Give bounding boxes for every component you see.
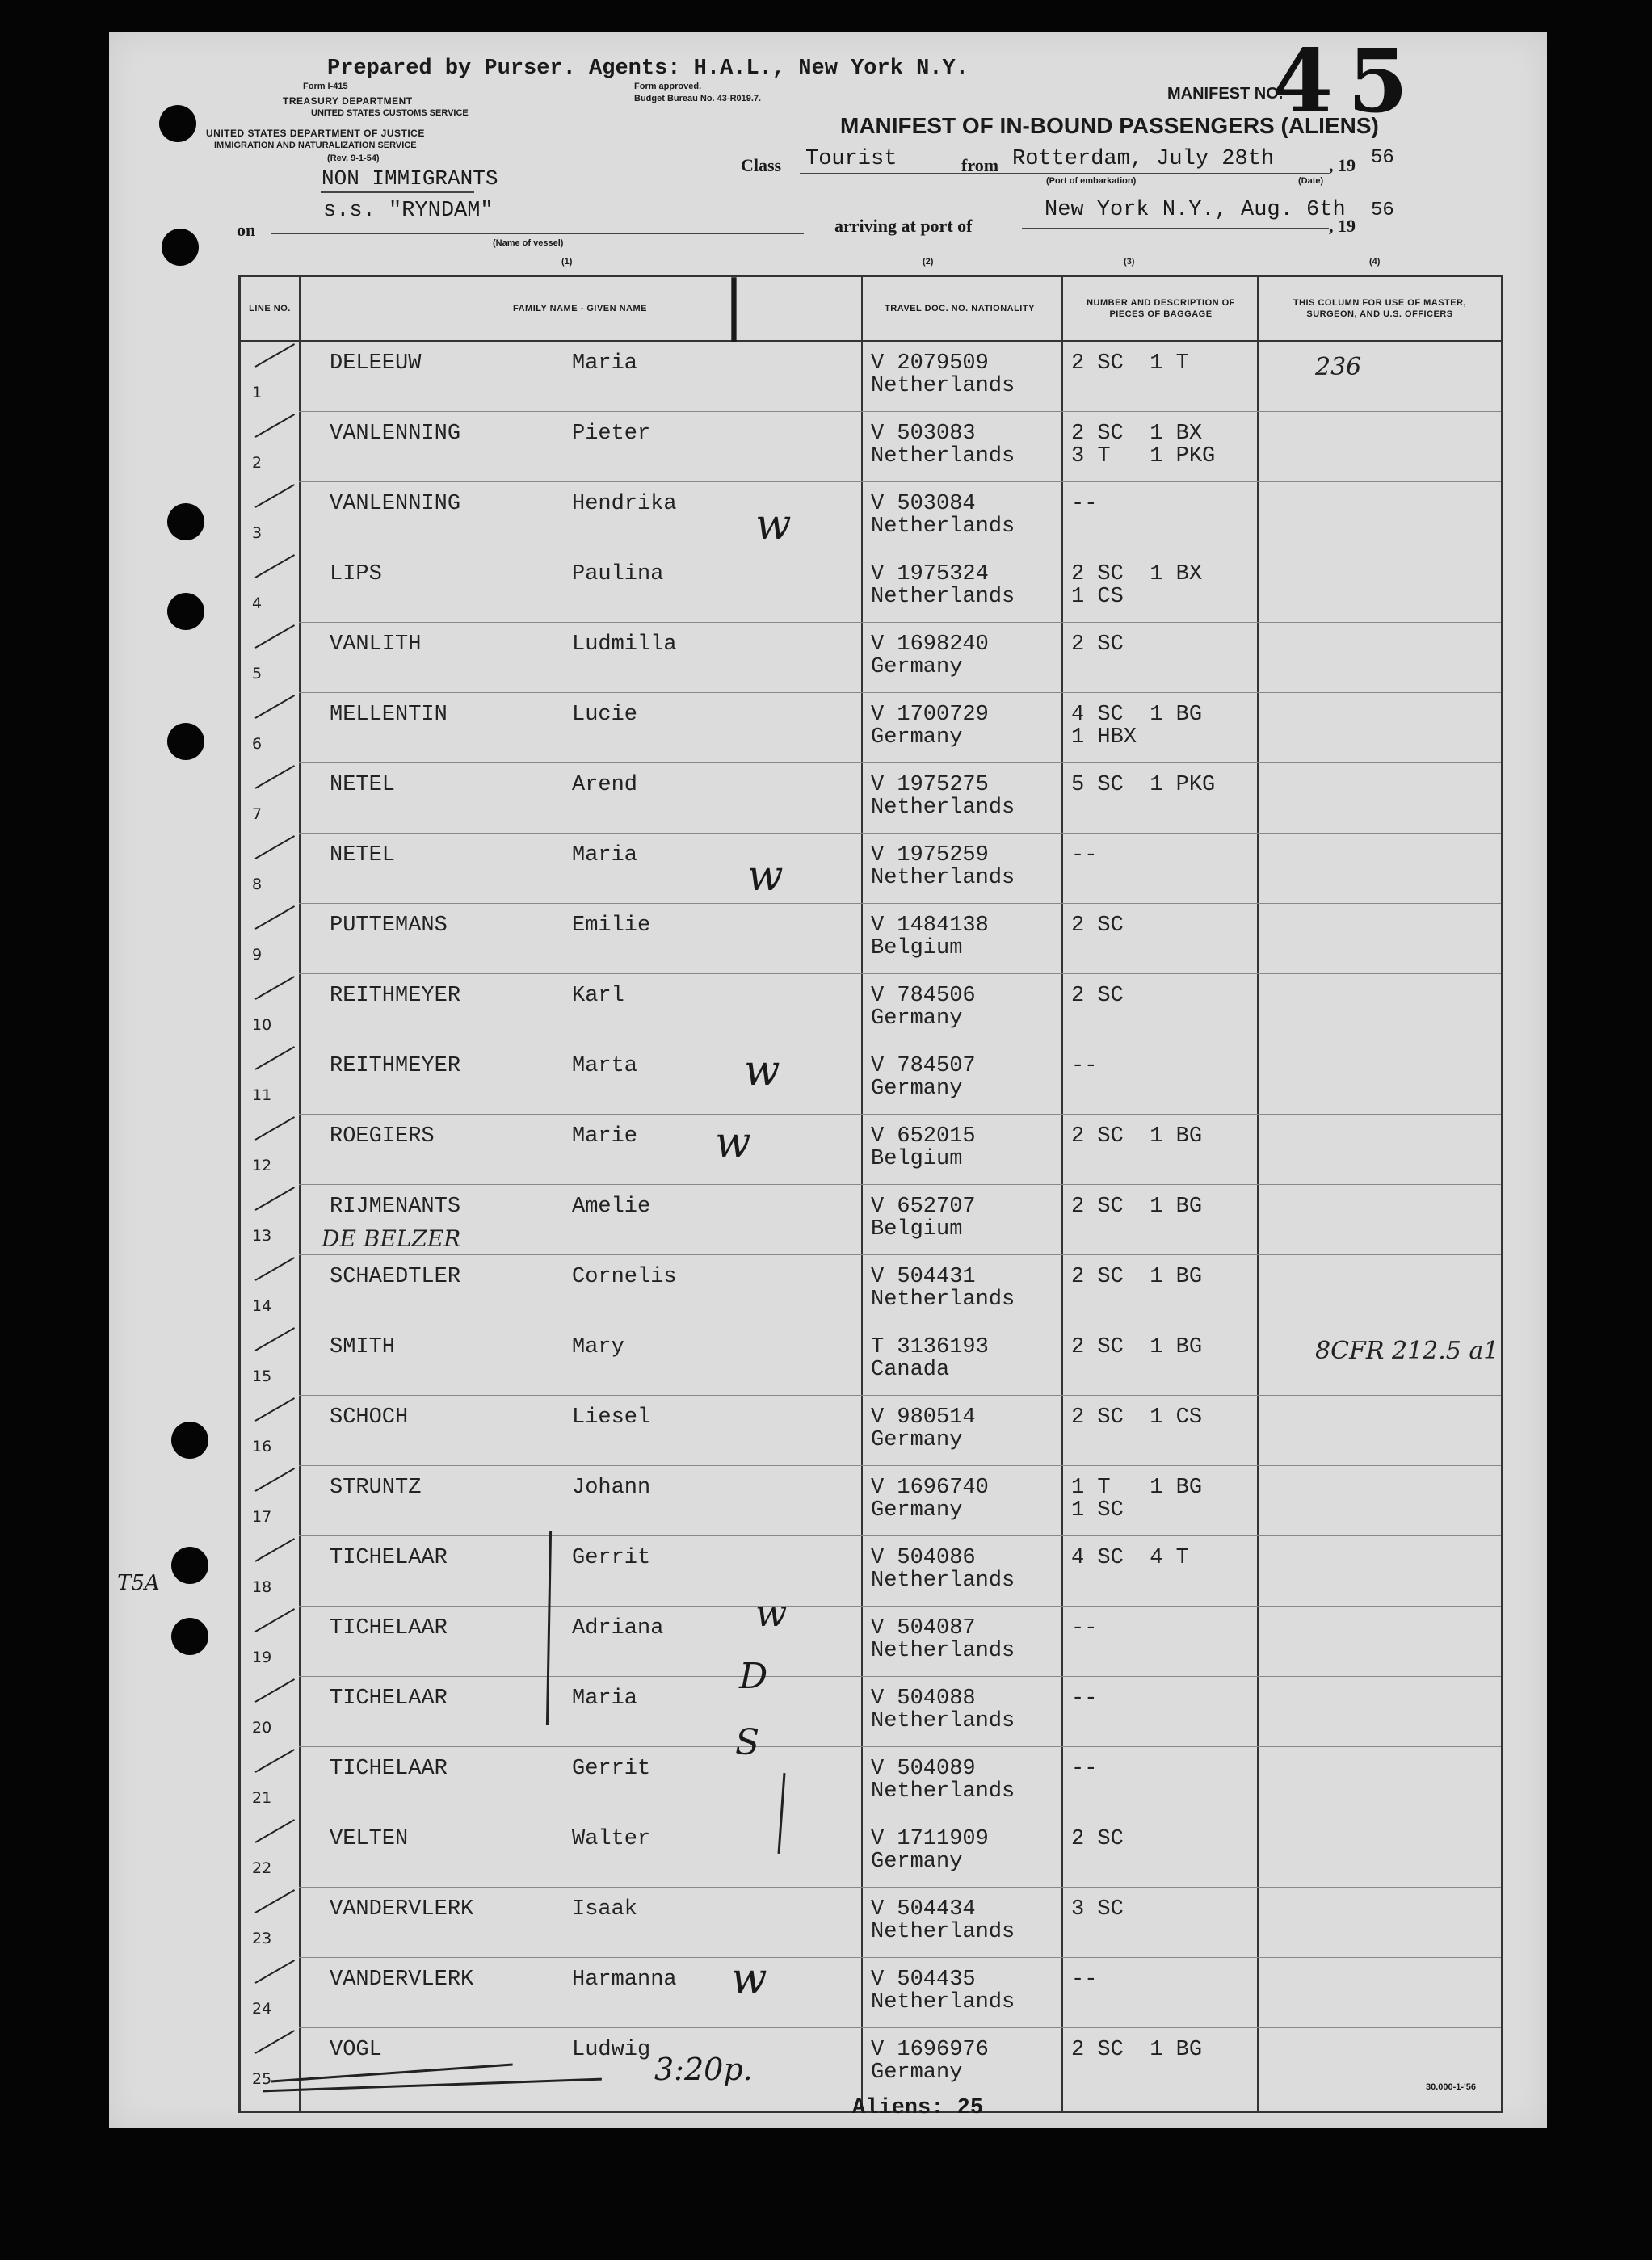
table-row	[241, 412, 1501, 482]
travel-doc-number: V 504086	[871, 1546, 976, 1570]
manifest-sheet	[109, 32, 1547, 2128]
vessel-caption: (Name of vessel)	[493, 238, 564, 248]
travel-doc-number: T 3136193	[871, 1335, 989, 1359]
form-number: Form I-415	[303, 82, 348, 91]
table-row	[241, 1396, 1501, 1466]
nationality: Germany	[871, 1850, 963, 1874]
justice-department: UNITED STATES DEPARTMENT OF JUSTICE	[206, 128, 425, 139]
ins: IMMIGRATION AND NATURALIZATION SERVICE	[214, 141, 417, 150]
line-number: 20	[252, 1719, 272, 1737]
family-name: TICHELAAR	[330, 1616, 448, 1640]
given-name: Maria	[572, 843, 638, 867]
table-row	[241, 1607, 1501, 1677]
header-name: FAMILY NAME - GIVEN NAME	[512, 304, 648, 313]
baggage-line-1: 5 SC 1 PKG	[1071, 773, 1216, 797]
s-mark: S	[735, 1722, 760, 1763]
vessel-name: s.s. "RYNDAM"	[323, 199, 494, 223]
line-number: 7	[252, 805, 263, 823]
baggage-line-2: 1 HBX	[1071, 725, 1137, 750]
table-row	[241, 1115, 1501, 1185]
family-name: VANDERVLERK	[330, 1968, 474, 1992]
w-mark-1: w	[755, 501, 792, 549]
aliens-count: Aliens: 25	[852, 2096, 984, 2120]
given-name: Karl	[572, 984, 624, 1008]
line-number: 11	[252, 1086, 272, 1104]
binder-hole	[167, 593, 204, 630]
baggage-line-2: 1 SC	[1071, 1498, 1124, 1523]
baggage-line-1: 1 T 1 BG	[1071, 1476, 1203, 1500]
line-number: 9	[252, 946, 263, 964]
baggage-line-1: --	[1071, 492, 1098, 516]
table-row	[241, 1325, 1501, 1396]
baggage-line-1: 2 SC 1 BG	[1071, 2038, 1203, 2062]
nationality: Germany	[871, 1428, 963, 1452]
baggage-line-1: 2 SC 1 BG	[1071, 1195, 1203, 1219]
budget-bureau: Budget Bureau No. 43-R019.7.	[634, 94, 762, 103]
given-name: Amelie	[572, 1195, 651, 1219]
nationality: Belgium	[871, 1147, 963, 1171]
col-number-1: (1)	[561, 257, 573, 267]
travel-doc-number: V 1484138	[871, 914, 989, 938]
year-prefix-2: , 19	[1329, 216, 1356, 236]
passenger-table	[238, 275, 1503, 2113]
given-name: Mary	[572, 1335, 624, 1359]
nationality: Netherlands	[871, 1990, 1015, 2014]
col-number-3: (3)	[1124, 257, 1135, 267]
nationality: Netherlands	[871, 1639, 1015, 1663]
port-embark-caption: (Port of embarkation)	[1046, 176, 1137, 186]
table-row	[241, 974, 1501, 1044]
baggage-line-1: 4 SC 1 BG	[1071, 703, 1203, 727]
baggage-line-1: 2 SC 1 BX	[1071, 422, 1203, 446]
travel-doc-number: V 784507	[871, 1054, 976, 1078]
w-mark-2: w	[747, 852, 784, 901]
class-label: Class	[741, 155, 782, 175]
line-number: 14	[252, 1297, 272, 1315]
w-mark-6: w	[731, 1955, 767, 2003]
table-row	[241, 482, 1501, 552]
on-label: on	[237, 220, 256, 240]
table-row	[241, 834, 1501, 904]
table-row	[241, 623, 1501, 693]
line-number: 5	[252, 665, 263, 683]
nationality: Netherlands	[871, 1779, 1015, 1804]
line-number: 6	[252, 735, 263, 753]
nationality: Netherlands	[871, 866, 1015, 890]
nationality: Germany	[871, 1498, 963, 1523]
year-1: 56	[1371, 147, 1394, 169]
baggage-line-1: --	[1071, 1054, 1098, 1078]
baggage-line-2: 3 T 1 PKG	[1071, 444, 1216, 468]
line-number: 8	[252, 876, 263, 893]
from-label: from	[961, 155, 999, 175]
nationality: Germany	[871, 1077, 963, 1101]
line-number: 1	[252, 384, 263, 401]
table-row	[241, 1044, 1501, 1115]
name-correction: DE BELZER	[322, 1225, 461, 1252]
travel-doc-number: V 504089	[871, 1757, 976, 1781]
table-row	[241, 1888, 1501, 1958]
baggage-line-1: 2 SC 1 BG	[1071, 1335, 1203, 1359]
baggage-line-1: --	[1071, 1968, 1098, 1992]
travel-doc-number: V 504435	[871, 1968, 976, 1992]
nationality: Germany	[871, 2060, 963, 2085]
family-name: VANLENNING	[330, 422, 461, 446]
header-travel-doc: TRAVEL DOC. NO. NATIONALITY	[885, 304, 1035, 313]
family-name: TICHELAAR	[330, 1687, 448, 1711]
family-name: RIJMENANTS	[330, 1195, 461, 1219]
family-name: SCHAEDTLER	[330, 1265, 461, 1289]
travel-doc-number: V 504088	[871, 1687, 976, 1711]
given-name: Isaak	[572, 1897, 638, 1922]
binder-hole	[159, 105, 196, 142]
nationality: Netherlands	[871, 585, 1015, 609]
w-mark-4: w	[715, 1119, 751, 1167]
given-name: Johann	[572, 1476, 651, 1500]
given-name: Lucie	[572, 703, 638, 727]
given-name: Adriana	[572, 1616, 664, 1640]
family-name: SMITH	[330, 1335, 396, 1359]
travel-doc-number: V 504087	[871, 1616, 976, 1640]
binder-hole	[171, 1618, 208, 1655]
baggage-line-1: --	[1071, 1687, 1098, 1711]
table-row	[241, 1817, 1501, 1888]
family-name: DELEEUW	[330, 351, 422, 376]
table-row	[241, 904, 1501, 974]
w-mark-3: w	[744, 1047, 780, 1095]
travel-doc-number: V 1698240	[871, 632, 989, 657]
table-row	[241, 693, 1501, 763]
given-name: Gerrit	[572, 1546, 651, 1570]
nationality: Canada	[871, 1358, 950, 1382]
table-row	[241, 2028, 1501, 2098]
binder-hole	[171, 1422, 208, 1459]
travel-doc-number: V 1975259	[871, 843, 989, 867]
family-name: VELTEN	[330, 1827, 409, 1851]
line-number: 12	[252, 1157, 272, 1174]
nationality: Netherlands	[871, 1709, 1015, 1733]
baggage-line-1: 2 SC	[1071, 984, 1124, 1008]
given-name: Ludmilla	[572, 632, 677, 657]
baggage-line-1: 2 SC 1 BG	[1071, 1265, 1203, 1289]
baggage-line-1: 3 SC	[1071, 1897, 1124, 1922]
given-name: Liesel	[572, 1405, 651, 1430]
baggage-line-1: 2 SC	[1071, 632, 1124, 657]
line-number: 4	[252, 594, 263, 612]
header-baggage: NUMBER AND DESCRIPTION OF PIECES OF BAGGAGE	[1087, 298, 1235, 319]
nationality: Netherlands	[871, 796, 1015, 820]
line-number: 18	[252, 1578, 272, 1596]
binder-hole	[167, 723, 204, 760]
travel-doc-number: V 1975275	[871, 773, 989, 797]
manifest-title: MANIFEST OF IN-BOUND PASSENGERS (ALIENS)	[840, 113, 1379, 138]
given-name: Maria	[572, 351, 638, 376]
non-immigrants: NON IMMIGRANTS	[322, 166, 498, 191]
year-2: 56	[1371, 200, 1394, 221]
line-number: 3	[252, 524, 263, 542]
given-name: Maria	[572, 1687, 638, 1711]
travel-doc-number: V 652707	[871, 1195, 976, 1219]
travel-doc-number: V 1696740	[871, 1476, 989, 1500]
baggage-line-1: 2 SC 1 CS	[1071, 1405, 1203, 1430]
travel-doc-number: V 503084	[871, 492, 976, 516]
nationality: Netherlands	[871, 1569, 1015, 1593]
family-name: SCHOCH	[330, 1405, 409, 1430]
table-row	[241, 763, 1501, 834]
baggage-line-1: 2 SC 1 T	[1071, 351, 1189, 376]
table-row	[241, 1536, 1501, 1607]
header-officers: THIS COLUMN FOR USE OF MASTER, SURGEON, AND U.S. OFFICERS	[1293, 298, 1467, 319]
table-row	[241, 1185, 1501, 1255]
line-number: 16	[252, 1438, 272, 1456]
baggage-line-1: 4 SC 4 T	[1071, 1546, 1189, 1570]
line-number: 19	[252, 1649, 272, 1666]
travel-doc-number: V 504431	[871, 1265, 976, 1289]
table-row	[241, 1255, 1501, 1325]
given-name: Marie	[572, 1124, 638, 1149]
family-name: ROEGIERS	[330, 1124, 435, 1149]
from-value: Rotterdam, July 28th	[1012, 147, 1275, 171]
family-name: LIPS	[330, 562, 382, 586]
nationality: Germany	[871, 725, 963, 750]
family-name: STRUNTZ	[330, 1476, 422, 1500]
officer-note: 8CFR 212.5 a1	[1315, 1337, 1499, 1365]
family-name: VANDERVLERK	[330, 1897, 474, 1922]
nationality: Netherlands	[871, 1288, 1015, 1312]
col-number-2: (2)	[923, 257, 934, 267]
line-number: 15	[252, 1367, 272, 1385]
line-number: 22	[252, 1859, 272, 1877]
given-name: Marta	[572, 1054, 638, 1078]
nationality: Belgium	[871, 1217, 963, 1241]
treasury-department: TREASURY DEPARTMENT	[283, 95, 413, 107]
baggage-line-1: --	[1071, 1616, 1098, 1640]
manifest-no-label: MANIFEST NO.	[1167, 85, 1284, 103]
nationality: Netherlands	[871, 1920, 1015, 1944]
binder-hole	[171, 1547, 208, 1584]
travel-doc-number: V 980514	[871, 1405, 976, 1430]
baggage-line-1: --	[1071, 1757, 1098, 1781]
given-name: Walter	[572, 1827, 651, 1851]
family-name: TICHELAAR	[330, 1757, 448, 1781]
nationality: Germany	[871, 1006, 963, 1031]
line-number: 10	[252, 1016, 272, 1034]
line-number: 13	[252, 1227, 272, 1245]
customs-service: UNITED STATES CUSTOMS SERVICE	[311, 108, 469, 118]
col-number-4: (4)	[1369, 257, 1381, 267]
family-name: VANLENNING	[330, 492, 461, 516]
nationality: Netherlands	[871, 374, 1015, 398]
travel-doc-number: V 652015	[871, 1124, 976, 1149]
arrival-value: New York N.Y., Aug. 6th	[1045, 198, 1346, 222]
given-name: Emilie	[572, 914, 651, 938]
family-name: REITHMEYER	[330, 984, 461, 1008]
given-name: Hendrika	[572, 492, 677, 516]
nationality: Belgium	[871, 936, 963, 960]
header-line-no: LINE NO.	[249, 304, 291, 313]
nationality: Netherlands	[871, 515, 1015, 539]
time-mark: 3:20p.	[654, 2052, 753, 2087]
line-number: 17	[252, 1508, 272, 1526]
year-prefix-1: , 19	[1329, 155, 1356, 175]
line-number: 24	[252, 2000, 272, 2018]
travel-doc-number: V 784506	[871, 984, 976, 1008]
d-mark: D	[739, 1656, 768, 1697]
arriving-label: arriving at port of	[834, 216, 973, 236]
officer-note: 236	[1315, 353, 1362, 381]
family-name: MELLENTIN	[330, 703, 448, 727]
nationality: Netherlands	[871, 444, 1015, 468]
family-name: NETEL	[330, 773, 396, 797]
family-name: TICHELAAR	[330, 1546, 448, 1570]
binder-hole	[162, 229, 199, 266]
given-name: Gerrit	[572, 1757, 651, 1781]
line-number: 23	[252, 1930, 272, 1947]
table-row	[241, 552, 1501, 623]
given-name: Arend	[572, 773, 638, 797]
travel-doc-number: V 1700729	[871, 703, 989, 727]
travel-doc-number: V 1975324	[871, 562, 989, 586]
travel-doc-number: V 504434	[871, 1897, 976, 1922]
given-name: Paulina	[572, 562, 664, 586]
table-row	[241, 1958, 1501, 2028]
manifest-number: 45	[1272, 31, 1423, 132]
side-mark: T5A	[117, 1571, 160, 1595]
table-row	[241, 1677, 1501, 1747]
family-name: NETEL	[330, 843, 396, 867]
form-approved: Form approved.	[634, 82, 702, 91]
given-name: Ludwig	[572, 2038, 651, 2062]
baggage-line-1: 2 SC 1 BX	[1071, 562, 1203, 586]
line-number: 2	[252, 454, 263, 472]
class-value: Tourist	[805, 147, 897, 171]
baggage-line-1: 2 SC 1 BG	[1071, 1124, 1203, 1149]
baggage-line-1: --	[1071, 843, 1098, 867]
family-name: REITHMEYER	[330, 1054, 461, 1078]
given-name: Cornelis	[572, 1265, 677, 1289]
given-name: Pieter	[572, 422, 651, 446]
prepared-by: Prepared by Purser. Agents: H.A.L., New York N.Y.	[327, 57, 969, 81]
travel-doc-number: V 503083	[871, 422, 976, 446]
binder-hole	[167, 503, 204, 540]
given-name: Harmanna	[572, 1968, 677, 1992]
table-row	[241, 342, 1501, 412]
travel-doc-number: V 2079509	[871, 351, 989, 376]
family-name: PUTTEMANS	[330, 914, 448, 938]
date-caption: (Date)	[1298, 176, 1324, 186]
travel-doc-number: V 1711909	[871, 1827, 989, 1851]
form-code: 30.000-1-'56	[1426, 2082, 1476, 2092]
baggage-line-2: 1 CS	[1071, 585, 1124, 609]
travel-doc-number: V 1696976	[871, 2038, 989, 2062]
table-row	[241, 1466, 1501, 1536]
w-mark-5: w	[755, 1591, 788, 1635]
line-number: 21	[252, 1789, 272, 1807]
nationality: Germany	[871, 655, 963, 679]
table-row	[241, 1747, 1501, 1817]
family-name: VOGL	[330, 2038, 382, 2062]
handwritten-mark: |	[723, 267, 745, 342]
revision: (Rev. 9-1-54)	[327, 153, 380, 163]
baggage-line-1: 2 SC	[1071, 1827, 1124, 1851]
baggage-line-1: 2 SC	[1071, 914, 1124, 938]
family-name: VANLITH	[330, 632, 422, 657]
line-number: 25	[252, 2070, 272, 2088]
